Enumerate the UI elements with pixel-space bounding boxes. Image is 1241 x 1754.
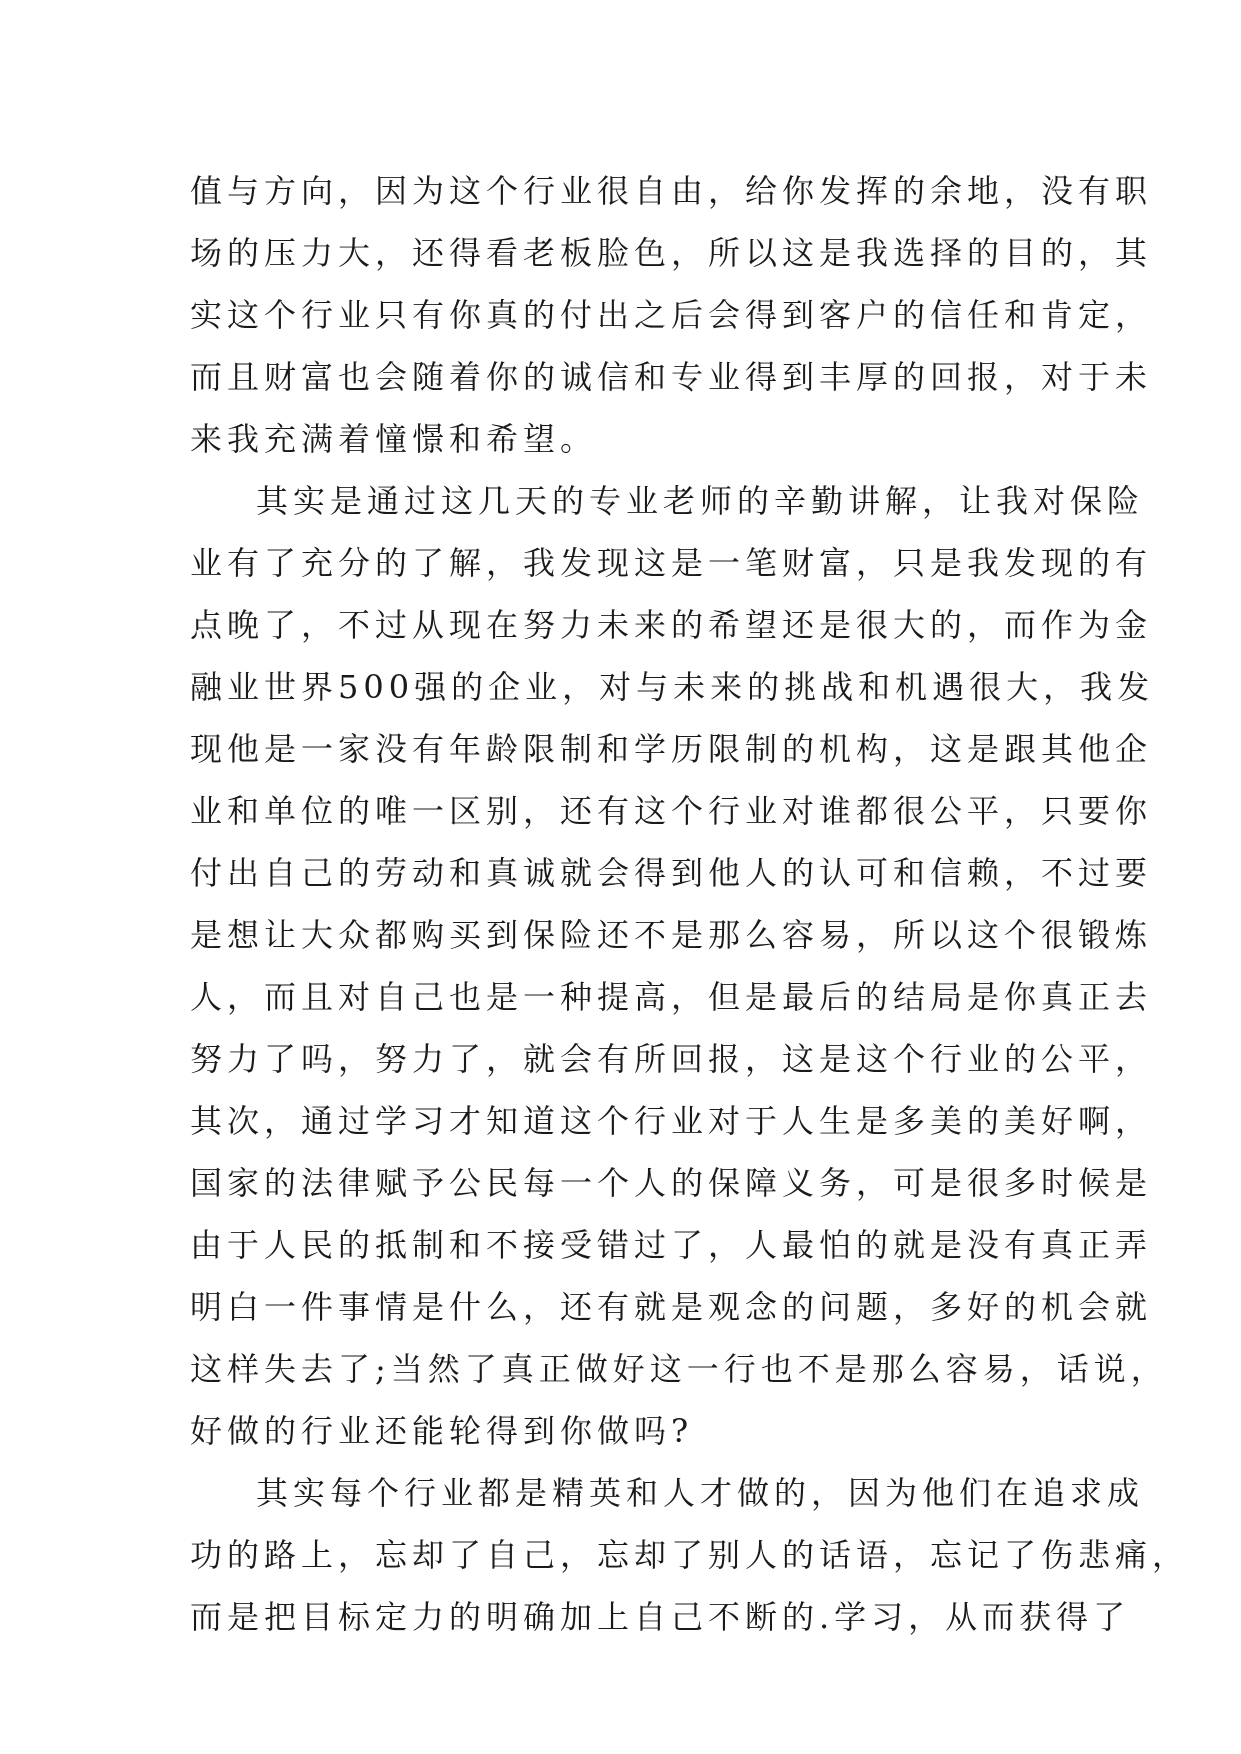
text-line: 努力了吗，努力了，就会有所回报，这是这个行业的公平， — [190, 1040, 1153, 1078]
text-line: 值与方向，因为这个行业很自由，给你发挥的余地，没有职 — [190, 172, 1153, 210]
text-line: 这样失去了;当然了真正做好这一行也不是那么容易，话说， — [190, 1350, 1168, 1388]
paragraph-start-line: 其实是通过这几天的专业老师的辛勤讲解，让我对保险 — [256, 482, 1145, 520]
text-line: 来我充满着憧憬和希望。 — [190, 420, 598, 458]
text-line: 其次，通过学习才知道这个行业对于人生是多美的美好啊， — [190, 1102, 1153, 1140]
text-line: 是想让大众都购买到保险还不是那么容易，所以这个很锻炼 — [190, 916, 1153, 954]
text-line: 而且财富也会随着你的诚信和专业得到丰厚的回报，对于未 — [190, 358, 1153, 396]
text-line: 融业世界500强的企业，对与未来的挑战和机遇很大，我发 — [190, 668, 1155, 706]
text-line: 国家的法律赋予公民每一个人的保障义务，可是很多时候是 — [190, 1164, 1153, 1202]
text-line: 人，而且对自己也是一种提高，但是最后的结局是你真正去 — [190, 978, 1153, 1016]
text-line: 由于人民的抵制和不接受错过了，人最怕的就是没有真正弄 — [190, 1226, 1153, 1264]
text-line: 现他是一家没有年龄限制和学历限制的机构，这是跟其他企 — [190, 730, 1153, 768]
text-line: 明白一件事情是什么，还有就是观念的问题，多好的机会就 — [190, 1288, 1153, 1326]
text-line: 好做的行业还能轮得到你做吗? — [190, 1412, 694, 1450]
text-line: 付出自己的劳动和真诚就会得到他人的认可和信赖，不过要 — [190, 854, 1153, 892]
text-line: 而是把目标定力的明确加上自己不断的.学习，从而获得了 — [190, 1598, 1131, 1636]
text-line: 实这个行业只有你真的付出之后会得到客户的信任和肯定， — [190, 296, 1153, 334]
text-line: 功的路上，忘却了自己，忘却了别人的话语，忘记了伤悲痛， — [190, 1536, 1190, 1574]
paragraph-start-line: 其实每个行业都是精英和人才做的，因为他们在追求成 — [256, 1474, 1145, 1512]
text-line: 业和单位的唯一区别，还有这个行业对谁都很公平，只要你 — [190, 792, 1153, 830]
text-line: 业有了充分的了解，我发现这是一笔财富，只是我发现的有 — [190, 544, 1153, 582]
text-line: 场的压力大，还得看老板脸色，所以这是我选择的目的，其 — [190, 234, 1153, 272]
text-line: 点晚了，不过从现在努力未来的希望还是很大的，而作为金 — [190, 606, 1153, 644]
body-text — [190, 160, 1190, 1648]
